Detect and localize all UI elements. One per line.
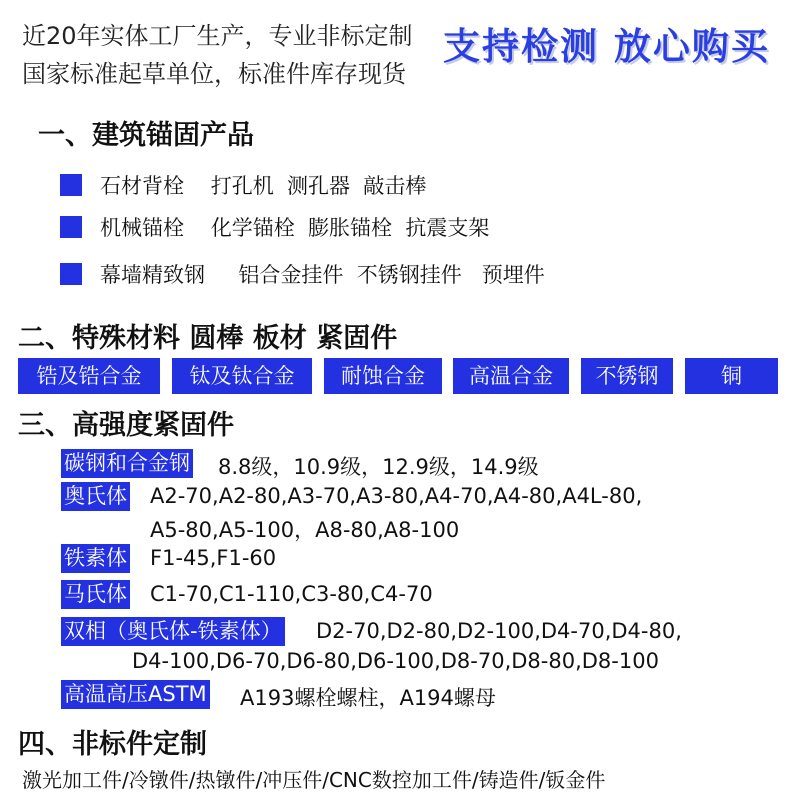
bullet-square-icon [60, 174, 82, 196]
bullet-square-icon [60, 263, 82, 285]
grade-values: D2-70,D2-80,D2-100,D4-70,D4-80, [316, 619, 682, 643]
header-line-2: 国家标准起草单位，标准件库存现货 [22, 60, 406, 88]
grade-tag: 马氏体 [61, 580, 130, 609]
section-1-title: 一、建筑锚固产品 [38, 120, 254, 151]
material-chip: 铜 [685, 358, 778, 394]
material-chip: 不锈钢 [581, 358, 673, 394]
grade-tag: 碳钢和合金钢 [61, 449, 193, 478]
slogan: 支持检测 放心购买 [443, 25, 770, 68]
grade-values: C1-70,C1-110,C3-80,C4-70 [150, 582, 433, 606]
grade-values-cont: A5-80,A5-100，A8-80,A8-100 [150, 518, 460, 542]
material-chip: 锆及锆合金 [18, 358, 160, 394]
grade-tag: 高温高压ASTM [61, 680, 210, 709]
material-chip: 钛及钛合金 [172, 358, 312, 394]
grade-values: F1-45,F1-60 [150, 546, 277, 570]
grade-values: A2-70,A2-80,A3-70,A3-80,A4-70,A4-80,A4L-80, [150, 484, 643, 508]
header-line-1: 近20年实体工厂生产，专业非标定制 [22, 22, 413, 50]
grade-tag: 双相（奥氏体-铁素体） [61, 617, 285, 646]
material-chip: 高温合金 [453, 358, 569, 394]
list-item: 机械锚栓 化学锚栓 膨胀锚栓 抗震支架 [100, 216, 490, 240]
grade-values: 8.8级，10.9级，12.9级，14.9级 [218, 455, 539, 479]
list-item: 石材背栓 打孔机 测孔器 敲击棒 [100, 174, 427, 198]
section-4-title: 四、非标件定制 [18, 729, 207, 760]
grade-values: A193螺栓螺柱，A194螺母 [240, 686, 496, 710]
list-item: 幕墙精致钢 铝合金挂件 不锈钢挂件 预埋件 [100, 263, 545, 287]
bullet-square-icon [60, 216, 82, 238]
grade-tag: 奥氏体 [61, 482, 130, 511]
grade-values-cont: D4-100,D6-70,D6-80,D6-100,D8-70,D8-80,D8-100 [132, 649, 659, 673]
custom-parts-line: 激光加工件/冷镦件/热镦件/冲压件/CNC数控加工件/铸造件/钣金件 [22, 768, 606, 792]
material-chip: 耐蚀合金 [324, 358, 442, 394]
grade-tag: 铁素体 [61, 544, 130, 573]
section-3-title: 三、高强度紧固件 [18, 410, 234, 441]
section-2-title: 二、特殊材料 圆棒 板材 紧固件 [18, 323, 398, 354]
